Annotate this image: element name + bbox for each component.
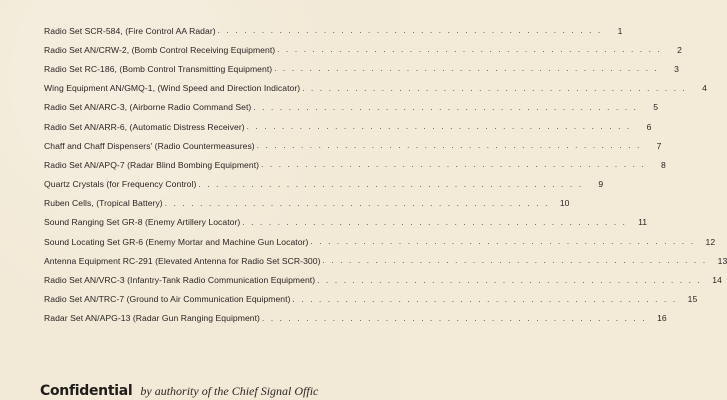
toc-entry-title: Chaff and Chaff Dispensers' (Radio Countermeasures)	[44, 140, 255, 151]
toc-dot-leader: . . . . . . . . . . . . . . . . . . . . . . . . . . . . . . . . . . . . . . . . . . . .	[310, 237, 696, 247]
toc-dot-leader: . . . . . . . . . . . . . . . . . . . . . . . . . . . . . . . . . . . . . . . . . . . .	[246, 122, 632, 132]
toc-dot-leader: . . . . . . . . . . . . . . . . . . . . . . . . . . . . . . . . . . . . . . . . . . . .	[217, 26, 603, 36]
toc-entry-title: Radio Set RC-186, (Bomb Control Transmitting Equipment)	[44, 63, 273, 74]
toc-entry	[44, 175, 604, 194]
toc-entry	[44, 270, 722, 289]
toc-entry-title: Sound Ranging Set GR-8 (Enemy Artillery Locator)	[44, 217, 241, 228]
toc-entry-page-number: 10	[559, 198, 570, 209]
toc-entry-title: Radio Set AN/TRC-7 (Ground to Air Communication Equipment)	[44, 294, 291, 305]
toc-entry-title: Quartz Crystals (for Frequency Control)	[44, 179, 197, 190]
toc-entry	[44, 213, 648, 232]
toc-dot-leader: . . . . . . . . . . . . . . . . . . . . . . . . . . . . . . . . . . . . . . . . . . . .	[317, 275, 702, 285]
toc-entry	[44, 309, 667, 328]
toc-entry	[44, 136, 662, 155]
toc-entry-page-number: 11	[638, 217, 648, 228]
toc-entry-title: Radio Set AN/CRW-2, (Bomb Control Receiving Equipment)	[44, 44, 276, 55]
toc-dot-leader: . . . . . . . . . . . . . . . . . . . . . . . . . . . . . . . . . . . . . . . . . . . .	[242, 217, 628, 227]
toc-entry-title: Radio Set SCR-584, (Fire Control AA Radar)	[44, 25, 216, 36]
toc-dot-leader: . . . . . . . . . . . . . . . . . . . . . . . . . . . . . . . . . . . . . . . . . . . .	[292, 294, 678, 304]
toc-entry	[44, 117, 652, 136]
toc-entry-title: Antenna Equipment RC-291 (Elevated Antenna for Radio Set SCR-300)	[44, 255, 321, 266]
toc-entry-page-number: 16	[657, 313, 667, 324]
toc-entry-page-number: 6	[646, 121, 652, 132]
table-of-contents	[44, 21, 727, 328]
toc-entry-page-number: 12	[705, 236, 716, 247]
toc-entry-page-number: 8	[661, 159, 666, 170]
toc-entry-page-number: 7	[656, 140, 662, 151]
toc-entry	[44, 79, 707, 98]
toc-entry	[44, 155, 666, 174]
toc-dot-leader: . . . . . . . . . . . . . . . . . . . . . . . . . . . . . . . . . . . . . . . . . . . .	[277, 45, 662, 55]
toc-entry	[44, 232, 716, 251]
toc-entry-page-number: 3	[674, 63, 679, 74]
toc-entry-title: Wing Equipment AN/GMQ-1, (Wind Speed and Direction Indicator)	[44, 83, 301, 94]
toc-dot-leader: . . . . . . . . . . . . . . . . . . . . . . . . . . . . . . . . . . . . . . . . . . . .	[198, 179, 584, 189]
toc-entry-page-number: 13	[717, 255, 727, 266]
toc-dot-leader: . . . . . . . . . . . . . . . . . . . . . . . . . . . . . . . . . . . . . . . . . . . .	[164, 198, 550, 208]
toc-entry-title: Radio Set AN/ARR-6, (Automatic Distress Receiver)	[44, 121, 245, 132]
toc-dot-leader: . . . . . . . . . . . . . . . . . . . . . . . . . . . . . . . . . . . . . . . . . . . .	[253, 102, 639, 112]
toc-entry-title: Radar Set AN/APG-13 (Radar Gun Ranging Equipment)	[44, 313, 260, 324]
toc-entry	[44, 194, 570, 213]
toc-dot-leader: . . . . . . . . . . . . . . . . . . . . . . . . . . . . . . . . . . . . . . . . . . . .	[322, 256, 708, 266]
authority-text: by authority of the Chief Signal Offic	[140, 384, 319, 398]
toc-entry-page-number: 9	[598, 179, 604, 190]
toc-entry-title: Radio Set AN/VRC-3 (Infantry-Tank Radio Communication Equipment)	[44, 275, 316, 286]
toc-entry-page-number: 15	[687, 294, 698, 305]
toc-dot-leader: . . . . . . . . . . . . . . . . . . . . . . . . . . . . . . . . . . . . . . . . . . . .	[302, 83, 687, 93]
toc-entry-title: Sound Locating Set GR-6 (Enemy Mortar and Machine Gun Locator)	[44, 236, 309, 247]
toc-dot-leader: . . . . . . . . . . . . . . . . . . . . . . . . . . . . . . . . . . . . . . . . . . . .	[261, 160, 646, 170]
toc-entry	[44, 59, 679, 78]
toc-entry-page-number: 4	[702, 83, 707, 94]
toc-entry	[44, 98, 659, 117]
toc-entry-page-number: 1	[617, 25, 623, 36]
toc-entry-page-number: 14	[712, 275, 722, 286]
toc-entry	[44, 21, 623, 40]
toc-dot-leader: . . . . . . . . . . . . . . . . . . . . . . . . . . . . . . . . . . . . . . . . . . . .	[256, 141, 642, 151]
toc-entry-title: Radio Set AN/APQ-7 (Radar Blind Bombing Equipment)	[44, 159, 260, 170]
toc-dot-leader: . . . . . . . . . . . . . . . . . . . . . . . . . . . . . . . . . . . . . . . . . . . .	[274, 64, 659, 74]
toc-entry	[44, 290, 698, 309]
toc-entry-page-number: 2	[677, 44, 682, 55]
toc-entry-title: Ruben Cells, (Tropical Battery)	[44, 198, 163, 209]
toc-entry	[44, 251, 727, 270]
toc-dot-leader: . . . . . . . . . . . . . . . . . . . . . . . . . . . . . . . . . . . . . . . . . . . .	[261, 313, 647, 323]
toc-entry	[44, 40, 682, 59]
toc-entry-page-number: 5	[653, 102, 659, 113]
classification-footer	[40, 382, 396, 400]
toc-entry-title: Radio Set AN/ARC-3, (Airborne Radio Command Set)	[44, 102, 252, 113]
confidential-stamp: Confidential	[40, 383, 133, 399]
